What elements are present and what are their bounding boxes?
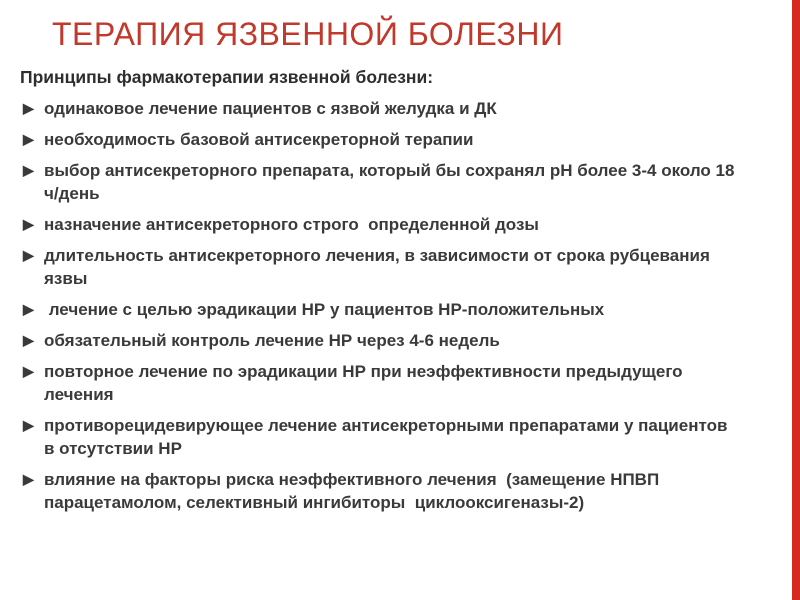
- list-item: [20, 329, 740, 352]
- list-item: [20, 128, 740, 151]
- list-item: [20, 213, 740, 236]
- list-item-text: противорецидевирующее лечение антисекреторными препаратами у пациентов в отсутствии НР: [44, 416, 733, 458]
- list-item-text: повторное лечение по эрадикации НР при неэффективности предыдущего лечения: [44, 362, 688, 404]
- slide-subtitle: Принципы фармакотерапии язвенной болезни:: [20, 67, 434, 87]
- triangle-bullet-icon: ▶: [23, 363, 34, 379]
- list-item: [20, 414, 740, 460]
- triangle-bullet-icon: ▶: [23, 247, 34, 263]
- slide-title: ТЕРАПИЯ ЯЗВЕННОЙ БОЛЕЗНИ: [52, 16, 564, 52]
- triangle-bullet-icon: ▶: [23, 301, 34, 317]
- slide-content: [20, 66, 740, 522]
- list-item-text: одинаковое лечение пациентов с язвой желудка и ДК: [44, 99, 497, 118]
- bullet-list: [20, 97, 740, 514]
- list-item: [20, 468, 740, 514]
- accent-bar: [792, 0, 800, 600]
- list-item-text: лечение с целью эрадикации НР у пациентов НР-положительных: [44, 300, 605, 319]
- list-item-text: обязательный контроль лечение НР через 4-6 недель: [44, 331, 500, 350]
- triangle-bullet-icon: ▶: [23, 417, 34, 433]
- list-item: [20, 159, 740, 205]
- triangle-bullet-icon: ▶: [23, 216, 34, 232]
- list-item: [20, 298, 740, 321]
- list-item: [20, 97, 740, 120]
- list-item-text: длительность антисекреторного лечения, в зависимости от срока рубцевания язвы: [44, 246, 715, 288]
- list-item: [20, 360, 740, 406]
- triangle-bullet-icon: ▶: [23, 162, 34, 178]
- triangle-bullet-icon: ▶: [23, 471, 34, 487]
- triangle-bullet-icon: ▶: [23, 131, 34, 147]
- triangle-bullet-icon: ▶: [23, 100, 34, 116]
- triangle-bullet-icon: ▶: [23, 332, 34, 348]
- list-item: [20, 244, 740, 290]
- list-item-text: необходимость базовой антисекреторной терапии: [44, 130, 474, 149]
- list-item-text: выбор антисекреторного препарата, который бы сохранял рН более 3-4 около 18 ч/день: [44, 161, 740, 203]
- list-item-text: назначение антисекреторного строго определенной дозы: [44, 215, 539, 234]
- list-item-text: влияние на факторы риска неэффективного лечения (замещение НПВП парацетамолом, селективный ингибиторы циклооксигеназы-2): [44, 470, 664, 512]
